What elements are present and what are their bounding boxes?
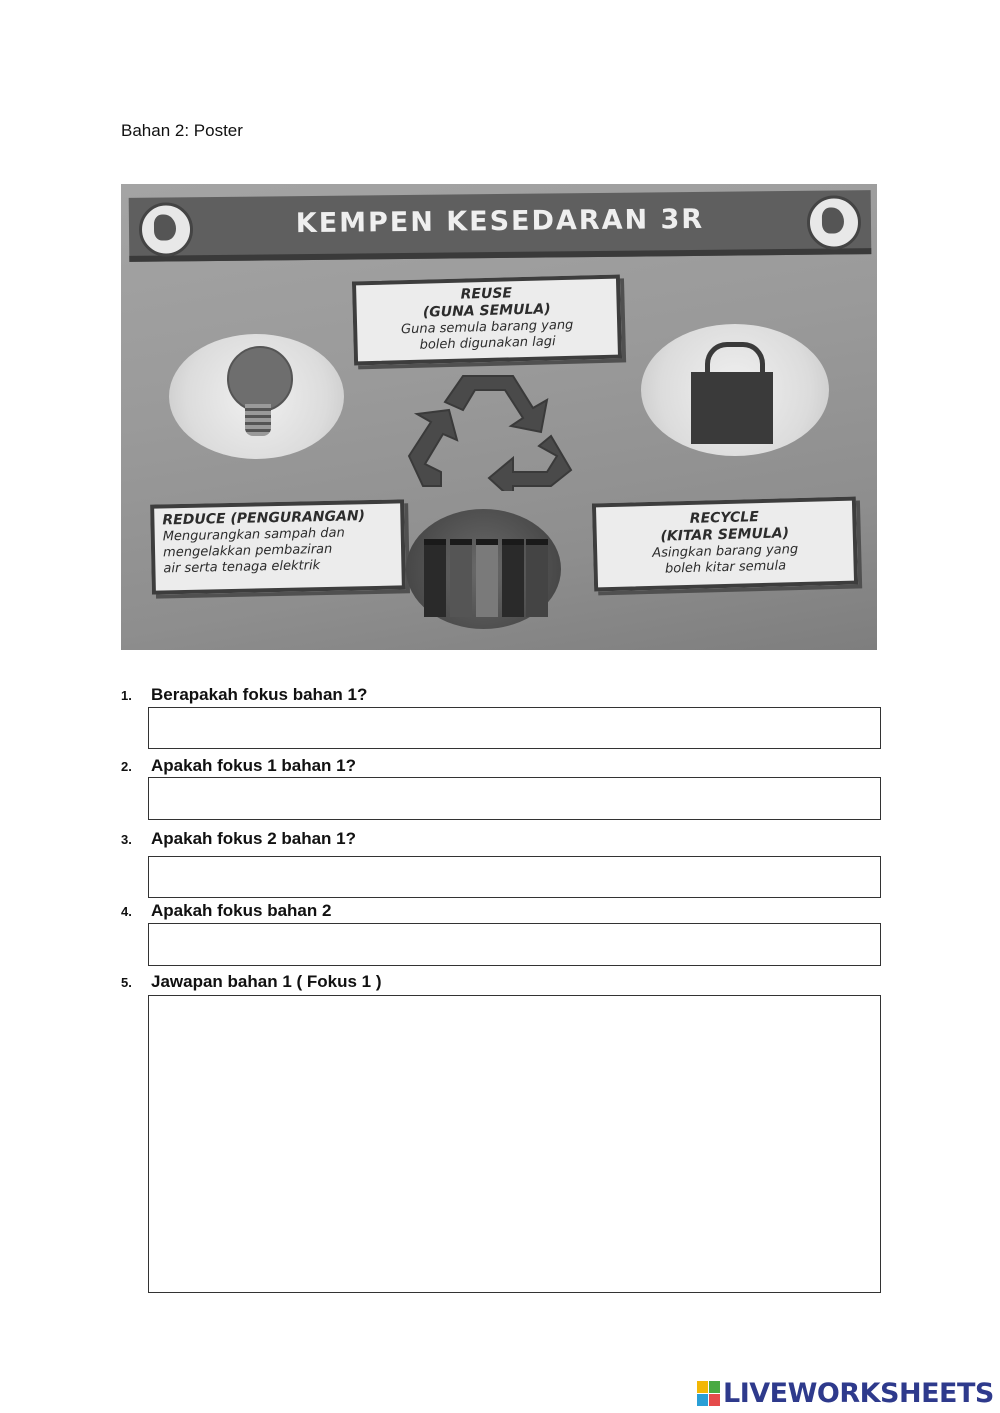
question-text: Apakah fokus 2 bahan 1?	[151, 829, 356, 848]
reuse-desc-line: Guna semula barang yang	[400, 317, 574, 338]
reuse-subtitle: (GUNA SEMULA)	[422, 301, 551, 321]
bin	[450, 539, 472, 617]
globe-icon	[807, 195, 862, 250]
answer-area-5[interactable]	[148, 995, 881, 1293]
poster-image	[121, 184, 877, 650]
recycle-bins-image	[406, 509, 561, 629]
recycle-symbol	[401, 366, 581, 491]
bin	[502, 539, 524, 617]
liveworksheets-brand[interactable]	[697, 1378, 995, 1410]
poster-banner	[129, 190, 872, 262]
reduce-desc-line: mengelakkan pembaziran	[162, 541, 333, 561]
question-text: Berapakah fokus bahan 1?	[151, 685, 368, 704]
question-number: 5.	[121, 975, 132, 990]
question-number: 3.	[121, 832, 132, 847]
bag-body	[691, 372, 773, 444]
recycle-subtitle: (KITAR SEMULA)	[660, 525, 790, 545]
question-number: 1.	[121, 688, 132, 703]
brand-text: LIVEWORKSHEETS	[723, 1378, 994, 1409]
recycle-desc-line: boleh kitar semula	[664, 558, 787, 577]
light-bulb-image	[169, 334, 344, 459]
bulb-glass	[227, 346, 293, 412]
question-number: 4.	[121, 904, 132, 919]
bin	[424, 539, 446, 617]
question-text: Apakah fokus 1 bahan 1?	[151, 756, 356, 775]
recycle-desc-line: Asingkan barang yang	[652, 542, 799, 561]
answer-field-2[interactable]	[148, 777, 881, 820]
question-text: Apakah fokus bahan 2	[151, 901, 332, 920]
reduce-desc-line: Mengurangkan sampah dan	[162, 525, 345, 545]
reduce-desc-line: air serta tenaga elektrik	[163, 558, 321, 577]
poster-title: KEMPEN KESEDARAN 3R	[295, 203, 705, 240]
reduce-card	[150, 499, 406, 594]
answer-field-4[interactable]	[148, 923, 881, 966]
answer-field-3[interactable]	[148, 856, 881, 898]
shopping-bag-image	[641, 324, 829, 456]
reuse-title: REUSE	[460, 285, 513, 303]
reduce-title: REDUCE (PENGURANGAN)	[162, 508, 366, 529]
recycle-card	[592, 497, 858, 592]
reuse-card	[352, 275, 622, 366]
reuse-desc-line: boleh digunakan lagi	[419, 334, 556, 353]
liveworksheets-logo-icon	[697, 1381, 721, 1407]
bin	[526, 539, 548, 617]
question-number: 2.	[121, 759, 132, 774]
question-text: Jawapan bahan 1 ( Fokus 1 )	[151, 972, 382, 991]
answer-field-1[interactable]	[148, 707, 881, 749]
bin	[476, 539, 498, 617]
recycle-title: RECYCLE	[689, 509, 760, 527]
bulb-base	[245, 404, 271, 436]
material-label: Bahan 2: Poster	[121, 121, 243, 140]
